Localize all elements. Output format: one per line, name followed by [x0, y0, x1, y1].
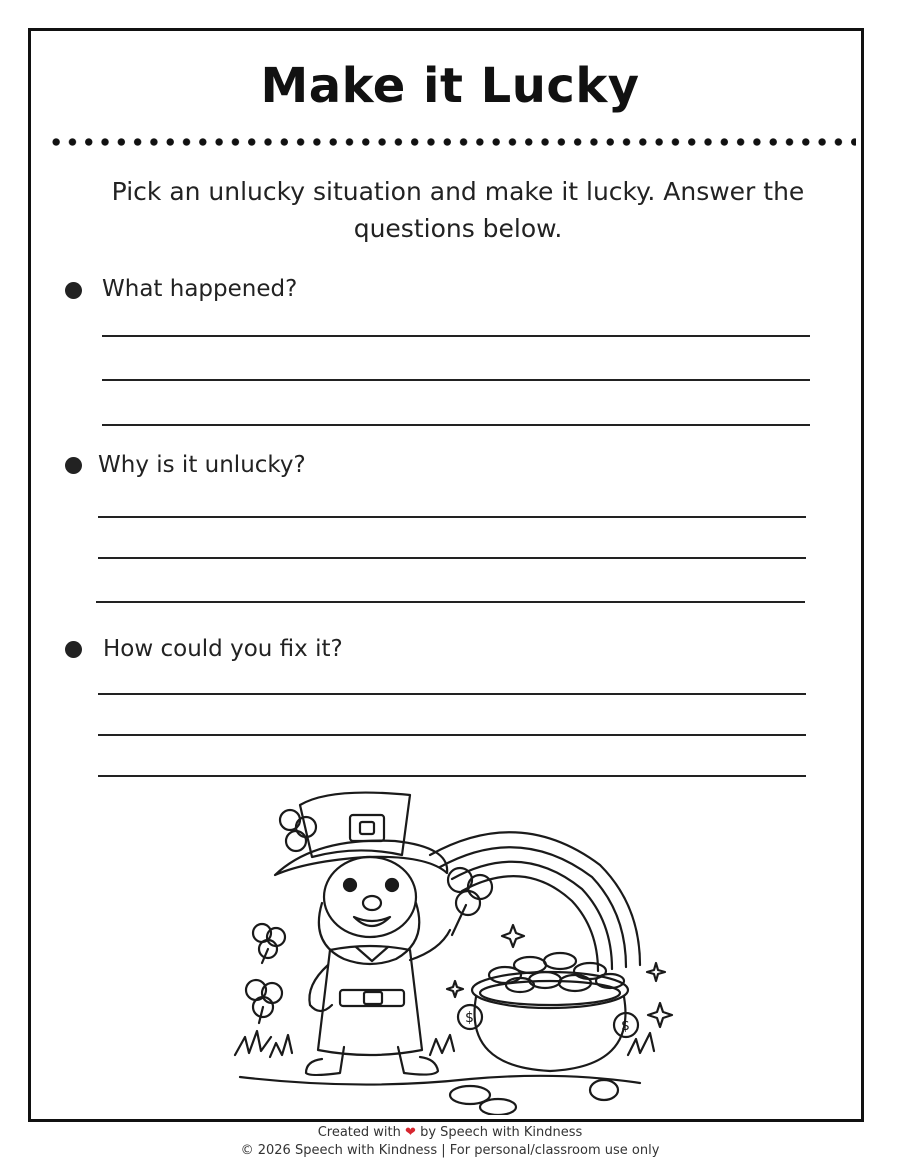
answer-line-3c[interactable]: [98, 775, 806, 777]
question-2-label: Why is it unlucky?: [98, 452, 306, 478]
answer-line-2a[interactable]: [98, 516, 806, 518]
footer-credit: [0, 1125, 900, 1140]
question-3-label: How could you fix it?: [103, 636, 343, 662]
page-title: Make it Lucky: [260, 58, 640, 114]
leprechaun-body-icon: [306, 930, 450, 1075]
pot-of-gold-icon: [450, 953, 638, 1115]
shamrock-icon: [246, 810, 316, 1023]
answer-line-1b[interactable]: [102, 379, 810, 381]
bullet-icon: [65, 457, 82, 474]
leprechaun-illustration: [0, 785, 900, 1115]
bullet-icon: [65, 282, 82, 299]
footer-copyright: © 2026 Speech with Kindness | For personal/classroom use only: [240, 1143, 660, 1158]
answer-line-3b[interactable]: [98, 734, 806, 736]
bullet-icon: [65, 641, 82, 658]
grass-icon: [235, 1031, 654, 1085]
answer-line-2c[interactable]: [96, 601, 805, 603]
hat-icon: [275, 793, 447, 875]
coin-symbol: $: [465, 1010, 474, 1026]
answer-line-2b[interactable]: [98, 557, 806, 559]
rainbow-icon: [430, 832, 640, 971]
footer-credit-prefix: Created with: [317, 1125, 401, 1140]
instructions-text: Pick an unlucky situation and make it lucky. Answer the questions below.: [111, 177, 805, 243]
question-1-label: What happened?: [102, 276, 298, 302]
answer-line-1c[interactable]: [102, 424, 810, 426]
answer-line-1a[interactable]: [102, 335, 810, 337]
coin-symbol: $: [621, 1018, 630, 1034]
footer-credit-suffix: by Speech with Kindness: [420, 1125, 583, 1140]
answer-line-3a[interactable]: [98, 693, 806, 695]
dotted-divider: [48, 138, 856, 146]
heart-icon: ❤: [405, 1125, 416, 1140]
